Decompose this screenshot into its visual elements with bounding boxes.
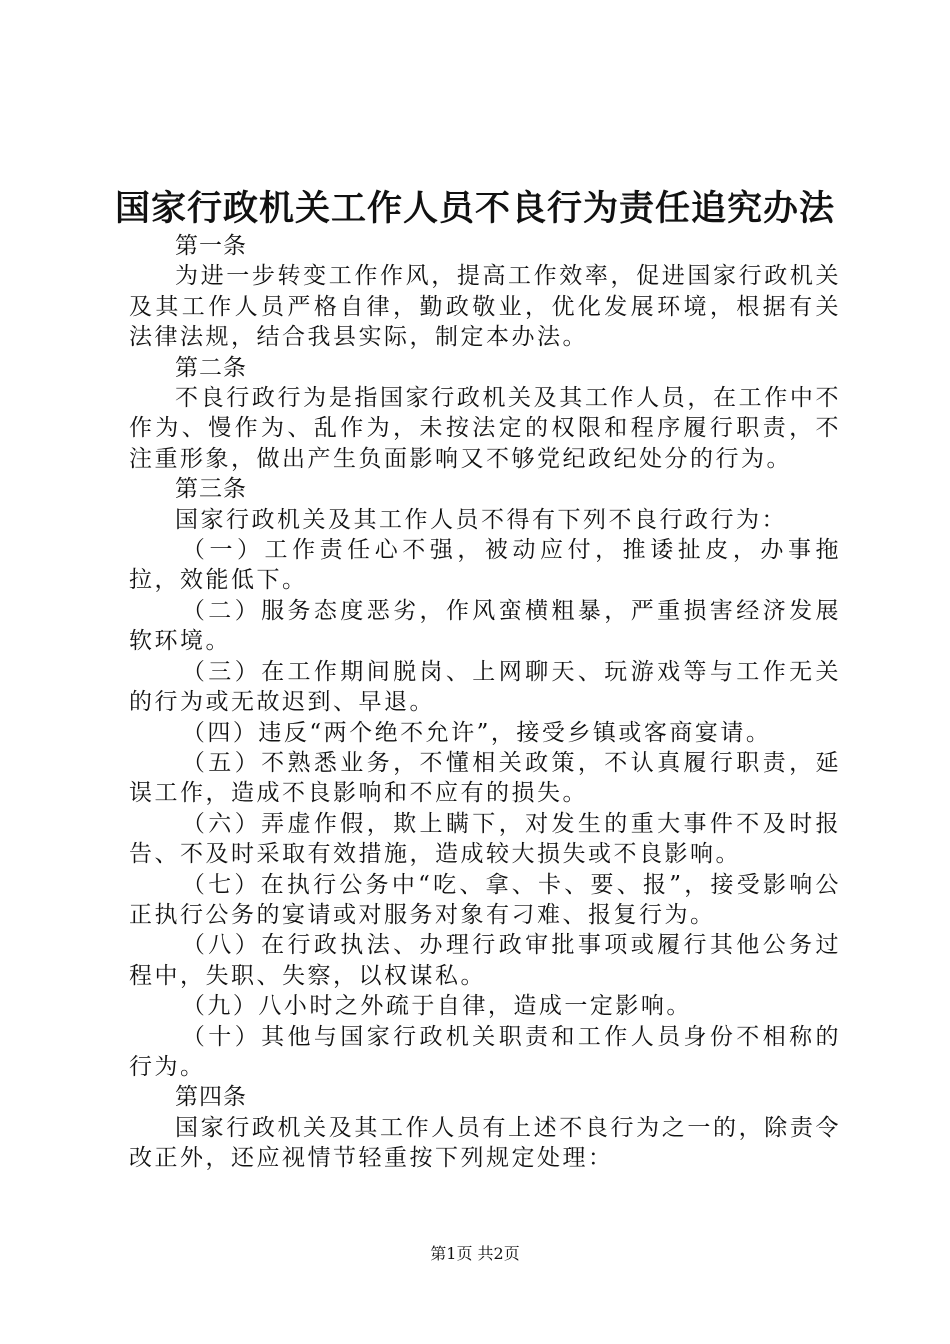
list-item: （四）违反“两个绝不允许”，接受乡镇或客商宴请。 bbox=[181, 719, 772, 746]
body-paragraph: 国家行政机关及其工作人员有上述不良行为之一的，除责令改正外，还应视情节轻重按下列规定处理： bbox=[129, 1114, 841, 1172]
document-body bbox=[129, 231, 841, 1174]
article-heading: 第四条 bbox=[175, 1084, 247, 1111]
list-item: （七）在执行公务中“吃、拿、卡、要、报”，接受影响公正执行公务的宴请或对服务对象有刁难、报复行为。 bbox=[129, 871, 841, 928]
list-item: （十）其他与国家行政机关职责和工作人员身份不相称的行为。 bbox=[129, 1023, 841, 1080]
list-item: （六）弄虚作假，欺上瞒下，对发生的重大事件不及时报告、不及时采取有效措施，造成较大损失或不良影响。 bbox=[129, 810, 841, 868]
document-title: 国家行政机关工作人员不良行为责任追究办法 bbox=[114, 188, 835, 229]
article-heading: 第二条 bbox=[175, 354, 247, 381]
list-item: （九）八小时之外疏于自律，造成一定影响。 bbox=[181, 993, 692, 1020]
list-item: （八）在行政执法、办理行政审批事项或履行其他公务过程中，失职、失察，以权谋私。 bbox=[129, 932, 841, 989]
body-paragraph: 为进一步转变工作作风，提高工作效率，促进国家行政机关及其工作人员严格自律，勤政敬业，优化发展环境，根据有关法律法规，结合我县实际，制定本办法。 bbox=[129, 263, 841, 351]
article-heading: 第三条 bbox=[175, 476, 247, 503]
list-item: （五）不熟悉业务，不懂相关政策，不认真履行职责，延误工作，造成不良影响和不应有的损失。 bbox=[129, 749, 841, 807]
list-item: （三）在工作期间脱岗、上网聊天、玩游戏等与工作无关的行为或无故迟到、早退。 bbox=[129, 658, 841, 716]
list-item: （一）工作责任心不强，被动应付，推诿扯皮，办事拖拉，效能低下。 bbox=[129, 537, 841, 594]
body-paragraph: 不良行政行为是指国家行政机关及其工作人员，在工作中不作为、慢作为、乱作为，未按法定的权限和程序履行职责，不注重形象，做出产生负面影响又不够党纪政纪处分的行为。 bbox=[129, 385, 841, 472]
list-item: （二）服务态度恶劣，作风蛮横粗暴，严重损害经济发展软环境。 bbox=[129, 597, 841, 655]
article-heading: 第一条 bbox=[175, 233, 247, 259]
page-footer: 第1页 共2页 bbox=[430, 1244, 520, 1263]
body-paragraph: 国家行政机关及其工作人员不得有下列不良行政行为： bbox=[175, 506, 787, 533]
